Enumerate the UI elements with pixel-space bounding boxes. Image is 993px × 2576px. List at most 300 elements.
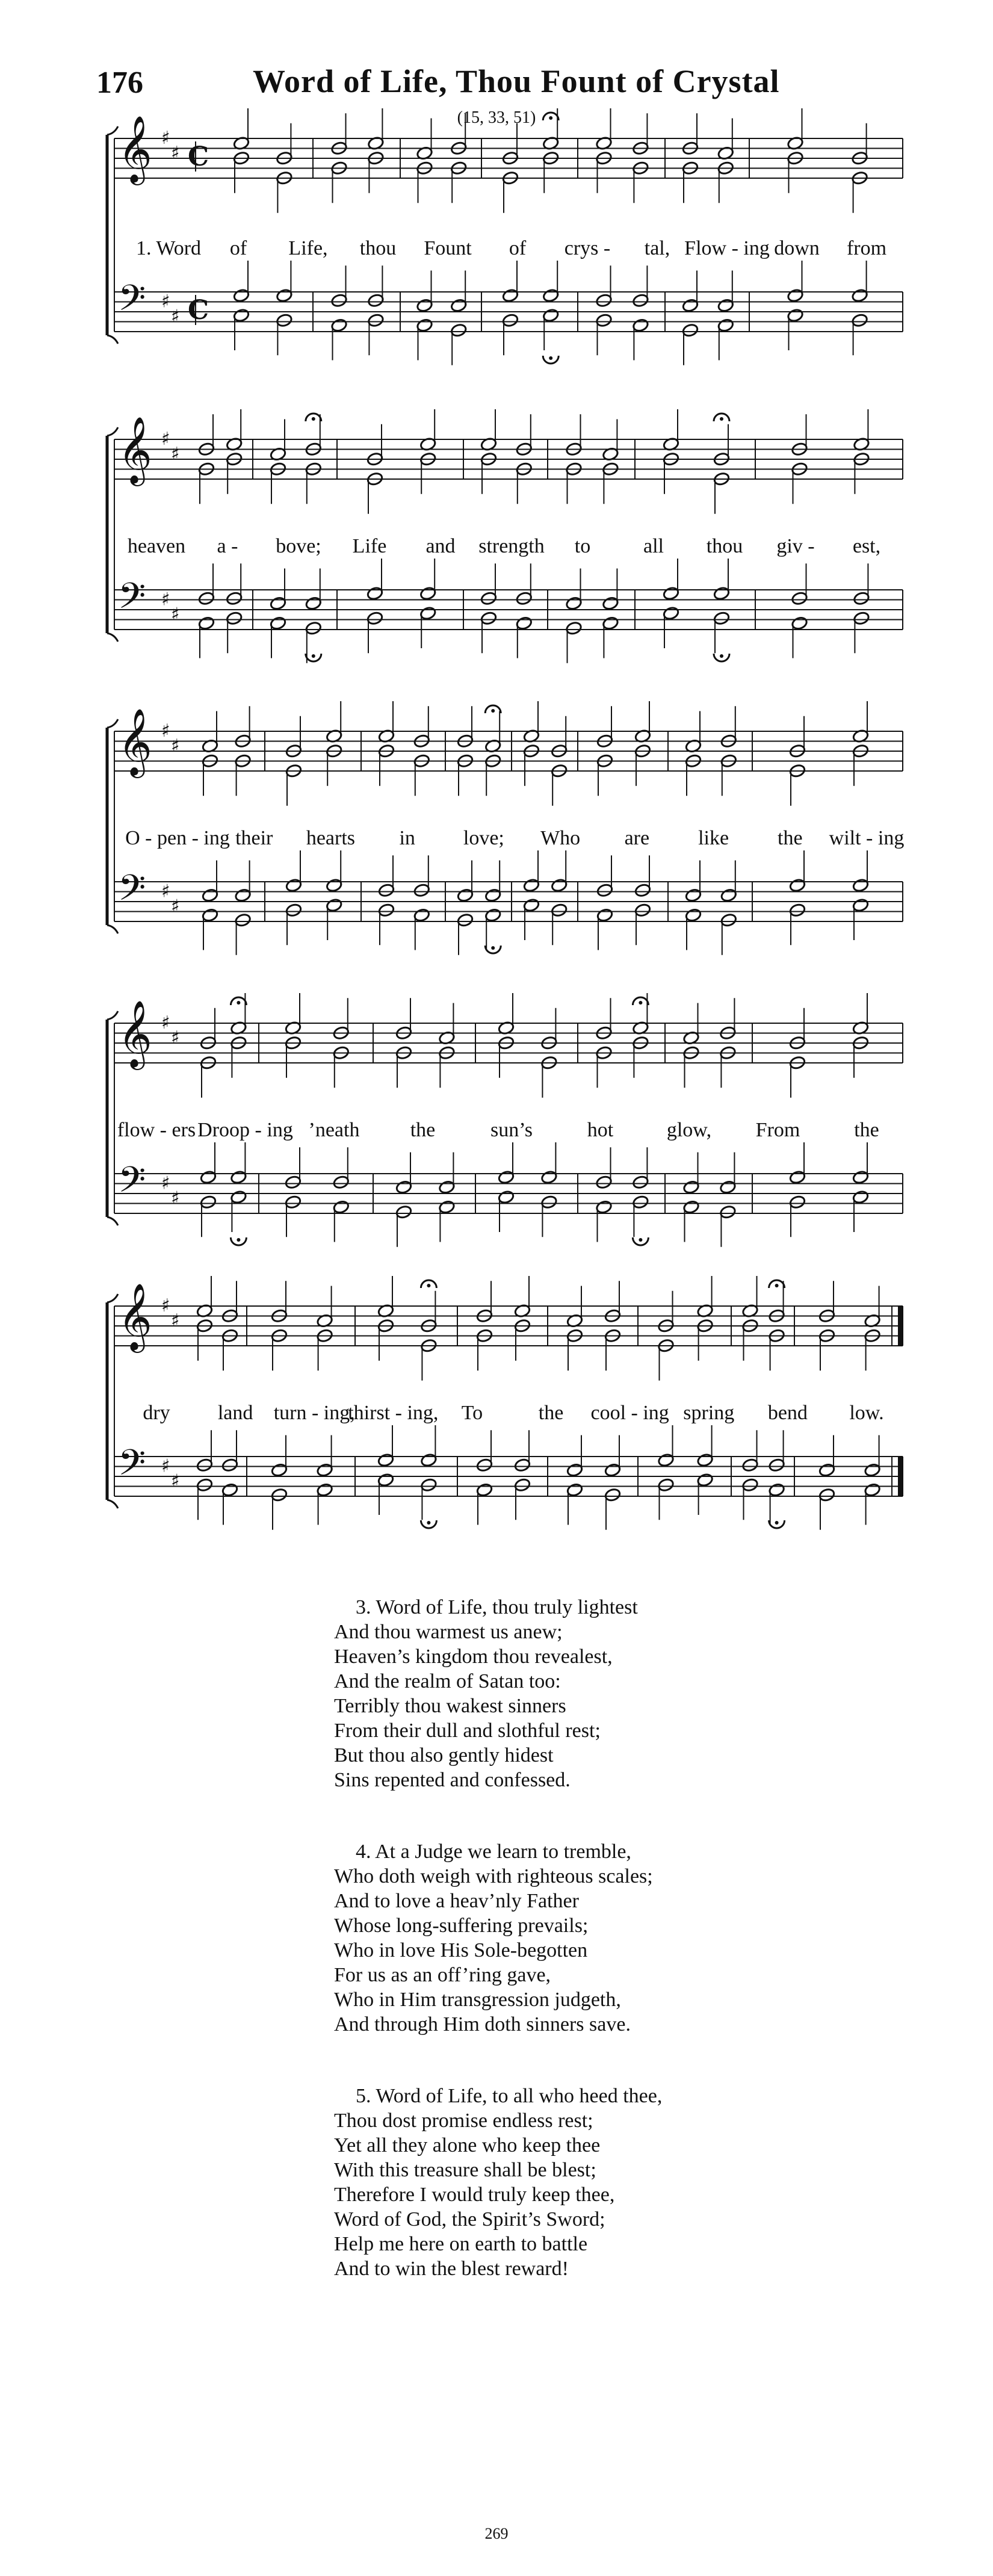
note-head	[514, 1458, 531, 1472]
note-head	[713, 586, 730, 601]
verse-line: Yet all they alone who keep thee	[334, 2134, 601, 2156]
fermata-dot	[775, 1284, 779, 1287]
cut-time-icon: C	[188, 141, 209, 172]
note-head	[682, 298, 699, 312]
hymn-number: 176	[96, 66, 143, 100]
note-head	[604, 1488, 621, 1502]
treble-clef-icon: 𝄞	[118, 708, 152, 775]
sharp-icon: ♯	[161, 429, 170, 450]
note-head	[450, 323, 467, 338]
note-head	[516, 616, 533, 630]
verse-line: With this treasure shall be blest;	[334, 2159, 596, 2181]
lyric-word: of	[509, 237, 527, 259]
fermata-dot	[427, 1284, 430, 1287]
lyric-word: Life,	[288, 237, 328, 259]
lyric-word: are	[624, 827, 650, 849]
lyric-word: thou	[706, 535, 743, 557]
sharp-icon: ♯	[171, 1027, 180, 1048]
lyric-word: down	[774, 237, 820, 259]
note-head	[416, 298, 433, 312]
bracket-cap	[107, 1217, 118, 1225]
treble-staff	[114, 993, 903, 1098]
sharp-icon: ♯	[171, 443, 180, 465]
lyric-word: love;	[463, 827, 504, 849]
note-head	[719, 1180, 736, 1194]
fermata-dot	[237, 1238, 240, 1242]
note-head	[696, 1473, 713, 1487]
fermata-dot	[720, 654, 723, 658]
verse-2	[334, 1595, 815, 1792]
note-head	[596, 908, 613, 922]
verse-line: Sins repented and confessed.	[334, 1769, 571, 1791]
treble-staff	[114, 1276, 903, 1381]
lyric-word: heaven	[127, 535, 186, 557]
note-head	[685, 888, 702, 902]
note-head	[696, 1453, 713, 1467]
note-head	[595, 313, 612, 327]
verse-line	[334, 2084, 815, 2108]
note-head	[419, 586, 436, 601]
note-head	[595, 1175, 612, 1189]
verse-number: 3.	[356, 1596, 371, 1618]
note-head	[720, 913, 737, 927]
note-head	[851, 288, 868, 303]
bracket-cap	[107, 427, 118, 436]
note-head	[200, 1195, 217, 1209]
note-head	[565, 621, 582, 636]
note-head	[498, 1170, 515, 1184]
lyric-word: wilt - ing	[829, 827, 905, 849]
lyric-word: hearts	[306, 827, 356, 849]
fermata-dot	[237, 1001, 240, 1005]
note-head	[516, 591, 533, 605]
note-head	[226, 591, 243, 605]
lyric-word: Who	[540, 827, 581, 849]
verse-line	[334, 1595, 815, 1620]
lyric-word: Life	[352, 535, 387, 557]
note-head	[316, 1482, 333, 1497]
note-head	[330, 293, 347, 308]
note-head	[270, 616, 286, 630]
note-head	[632, 293, 649, 308]
note-head	[719, 1205, 736, 1219]
fermata-dot	[720, 417, 723, 421]
note-head	[333, 1175, 350, 1189]
note-head	[285, 1195, 302, 1209]
lyric-word: to	[574, 535, 591, 557]
note-head	[234, 913, 251, 927]
lyric-word: To	[461, 1402, 483, 1424]
verse-line: And through Him doth sinners save.	[334, 2013, 631, 2036]
lyric-word: turn - ing,	[273, 1402, 355, 1424]
sharp-icon: ♯	[171, 604, 180, 625]
note-head	[853, 591, 870, 605]
fermata-dot	[312, 654, 315, 658]
lyric-word: O - pen - ing	[125, 827, 230, 849]
additional-verses	[334, 1595, 815, 2328]
lyric-word: a -	[217, 535, 238, 557]
note-head	[720, 888, 737, 902]
note-head	[221, 1458, 238, 1472]
lyric-word: hot	[587, 1119, 614, 1141]
note-head	[270, 596, 286, 610]
note-head	[852, 1190, 869, 1204]
note-head	[663, 606, 679, 621]
note-head	[305, 596, 322, 610]
note-head	[789, 878, 806, 893]
note-head	[602, 596, 619, 610]
note-head	[768, 1458, 785, 1472]
note-head	[818, 1488, 835, 1502]
treble-staff	[114, 108, 903, 213]
lyric-word: crys -	[564, 237, 611, 259]
fermata-dot	[549, 356, 552, 360]
note-head	[787, 288, 803, 303]
note-head	[230, 1190, 247, 1204]
verse-line: And the realm of Satan too:	[334, 1670, 561, 1692]
note-head	[741, 1478, 758, 1492]
note-head	[634, 883, 651, 897]
note-head	[230, 1170, 247, 1184]
note-head	[484, 888, 501, 902]
lyric-word: Fount	[424, 237, 472, 259]
treble-clef-icon: 𝄞	[118, 416, 152, 483]
note-head	[540, 1170, 557, 1184]
note-head	[789, 1195, 806, 1209]
note-head	[717, 298, 734, 312]
lyric-word: est,	[852, 535, 881, 557]
lyric-word: the	[410, 1119, 436, 1141]
treble-staff	[114, 409, 903, 514]
bracket-cap	[107, 126, 118, 135]
note-head	[551, 878, 568, 893]
lyric-word: the	[854, 1119, 879, 1141]
note-head	[233, 308, 250, 323]
note-head	[395, 1180, 412, 1194]
note-head	[632, 1195, 649, 1209]
note-head	[367, 586, 383, 601]
note-head	[226, 611, 243, 625]
note-head	[330, 318, 347, 332]
verse-line: And to win the blest reward!	[334, 2258, 569, 2280]
sharp-icon: ♯	[171, 142, 180, 164]
note-head	[596, 883, 613, 897]
note-head	[542, 308, 559, 323]
lyric-word: Flow - ing	[684, 237, 770, 259]
fermata-dot	[549, 116, 552, 120]
lyric-word: tal,	[644, 237, 670, 259]
note-head	[818, 1463, 835, 1477]
verse-line: Word of God, the Spirit’s Sword;	[334, 2208, 605, 2231]
note-head	[438, 1180, 455, 1194]
note-head	[202, 888, 218, 902]
final-barline	[898, 1306, 903, 1346]
note-head	[326, 878, 342, 893]
verse-line: Who doth weigh with righteous scales;	[334, 1865, 653, 1887]
lyric-word: cool - ing	[590, 1402, 669, 1424]
note-head	[221, 1482, 238, 1497]
note-head	[198, 591, 215, 605]
bass-clef-icon: 𝄢	[118, 867, 146, 917]
note-head	[523, 898, 540, 912]
bass-staff	[114, 850, 903, 955]
sharp-icon: ♯	[171, 306, 180, 327]
note-head	[416, 318, 433, 332]
note-head	[741, 1458, 758, 1472]
bass-staff	[114, 261, 903, 365]
final-barline	[898, 1457, 903, 1496]
verse-text: At a Judge we learn to tremble,	[375, 1841, 631, 1863]
sharp-icon: ♯	[171, 1470, 180, 1492]
note-head	[853, 611, 870, 625]
hymn-meter: (15, 33, 51)	[457, 108, 536, 127]
note-head	[480, 591, 497, 605]
lyric-word: in	[399, 827, 415, 849]
lyric-word: land	[217, 1402, 253, 1424]
lyric-word: bove;	[276, 535, 321, 557]
verse-line: Heaven’s kingdom thou revealest,	[334, 1646, 613, 1668]
verse-text: Word of Life, thou truly lightest	[376, 1596, 638, 1618]
note-head	[498, 1190, 515, 1204]
fermata-dot	[491, 709, 495, 713]
note-head	[682, 323, 699, 338]
lyric-word: giv -	[776, 535, 815, 557]
note-head	[502, 288, 519, 303]
note-head	[566, 1482, 583, 1497]
note-head	[413, 908, 430, 922]
note-head	[438, 1200, 455, 1214]
verse-line: But thou also gently hidest	[334, 1744, 554, 1766]
note-head	[367, 293, 384, 308]
lyric-word: Droop - ing	[197, 1119, 293, 1141]
note-head	[476, 1482, 493, 1497]
verse-line: Thou dost promise endless rest;	[334, 2110, 593, 2132]
note-head	[367, 611, 383, 625]
note-head	[852, 898, 869, 912]
note-head	[476, 1458, 493, 1472]
note-head	[632, 1175, 649, 1189]
note-head	[413, 883, 430, 897]
note-head	[540, 1195, 557, 1209]
bass-staff	[114, 559, 903, 663]
lyric-word: thirst - ing,	[348, 1402, 439, 1424]
fermata-dot	[491, 946, 495, 950]
note-head	[271, 1463, 288, 1477]
note-head	[791, 616, 808, 630]
note-head	[713, 611, 730, 625]
lyric-word: of	[229, 237, 247, 259]
sharp-icon: ♯	[161, 1455, 170, 1477]
note-head	[682, 1200, 699, 1214]
note-head	[566, 1463, 583, 1477]
note-head	[787, 308, 803, 323]
bass-clef-icon: 𝄢	[118, 277, 146, 327]
lyric-word: thou	[359, 237, 397, 259]
treble-staff	[114, 701, 903, 806]
note-head	[852, 1170, 869, 1184]
cut-time-icon: C	[188, 295, 209, 326]
note-head	[682, 1180, 699, 1194]
note-head	[285, 903, 302, 917]
note-head	[378, 903, 395, 917]
bracket-cap	[107, 1294, 118, 1302]
note-head	[377, 1473, 394, 1487]
lyric-word: their	[235, 827, 273, 849]
note-head	[276, 313, 292, 327]
note-head	[457, 913, 474, 927]
verse-text: Word of Life, to all who heed thee,	[376, 2085, 663, 2107]
lyric-word: From	[755, 1119, 800, 1141]
page-number: 269	[484, 2525, 509, 2542]
hymn-title: Word of Life, Thou Fount of Crystal	[253, 63, 780, 99]
note-head	[316, 1463, 333, 1477]
note-head	[196, 1458, 213, 1472]
bass-clef-icon: 𝄢	[118, 575, 146, 625]
note-head	[717, 318, 734, 332]
verse-number: 4.	[356, 1841, 371, 1863]
note-head	[305, 621, 322, 636]
lyric-word: like	[698, 827, 729, 849]
note-head	[864, 1463, 880, 1477]
note-head	[685, 908, 702, 922]
note-head	[198, 616, 215, 630]
fermata-dot	[639, 1001, 642, 1005]
lyric-word: dry	[143, 1402, 170, 1424]
sharp-icon: ♯	[161, 1012, 170, 1033]
note-head	[852, 878, 869, 893]
bracket-cap	[107, 719, 118, 728]
verse-3	[334, 1839, 815, 2037]
lyric-word: the	[778, 827, 803, 849]
fermata-dot	[427, 1521, 430, 1525]
note-head	[200, 1170, 217, 1184]
sharp-icon: ♯	[161, 128, 170, 149]
sharp-icon: ♯	[161, 589, 170, 610]
lyric-word: sun’s	[490, 1119, 533, 1141]
verse-line: Therefore I would truly keep thee,	[334, 2184, 615, 2206]
bracket-cap	[107, 1500, 118, 1508]
note-head	[457, 888, 474, 902]
note-head	[634, 903, 651, 917]
verse-line: Terribly thou wakest sinners	[334, 1695, 566, 1717]
verse-line: Whose long-suffering prevails;	[334, 1915, 589, 1937]
treble-clef-icon: 𝄞	[118, 1283, 152, 1350]
note-head	[196, 1478, 213, 1492]
sharp-icon: ♯	[161, 1295, 170, 1316]
bracket-cap	[107, 335, 118, 344]
lyric-word: bend	[767, 1402, 808, 1424]
note-head	[542, 288, 559, 303]
fermata-dot	[775, 1521, 779, 1525]
note-head	[484, 908, 501, 922]
note-head	[551, 903, 568, 917]
sharp-icon: ♯	[171, 1187, 180, 1209]
note-head	[789, 903, 806, 917]
verse-line: From their dull and slothful rest;	[334, 1720, 601, 1742]
note-head	[450, 298, 467, 312]
verse-number: 5.	[356, 2085, 371, 2107]
fermata-dot	[639, 1238, 642, 1242]
note-head	[480, 611, 497, 625]
note-head	[326, 898, 342, 912]
note-head	[595, 1200, 612, 1214]
sharp-icon: ♯	[161, 881, 170, 902]
bass-staff	[114, 1425, 903, 1530]
note-head	[663, 586, 679, 601]
lyric-word: ’neath	[308, 1119, 360, 1141]
note-head	[657, 1478, 674, 1492]
note-head	[632, 318, 649, 332]
note-head	[604, 1463, 621, 1477]
sharp-icon: ♯	[161, 1172, 170, 1194]
note-head	[602, 616, 619, 630]
note-head	[514, 1478, 531, 1492]
note-head	[367, 313, 384, 327]
lyric-word: all	[643, 535, 664, 557]
sharp-icon: ♯	[161, 291, 170, 312]
note-head	[420, 1478, 437, 1492]
note-head	[657, 1453, 674, 1467]
note-head	[285, 1175, 302, 1189]
note-head	[502, 313, 519, 327]
note-head	[565, 596, 582, 610]
note-head	[233, 288, 250, 303]
lyric-word: strength	[478, 535, 545, 557]
treble-clef-icon: 𝄞	[118, 115, 152, 182]
bass-staff	[114, 1142, 903, 1247]
sharp-icon: ♯	[171, 735, 180, 757]
note-head	[271, 1488, 288, 1502]
note-head	[789, 1170, 806, 1184]
note-head	[419, 606, 436, 621]
note-head	[768, 1482, 785, 1497]
lyric-word: and	[425, 535, 456, 557]
note-head	[378, 883, 395, 897]
note-head	[420, 1453, 437, 1467]
note-head	[333, 1200, 350, 1214]
lyric-word: spring	[683, 1402, 735, 1424]
note-head	[377, 1453, 394, 1467]
verse-line: For us as an off’ring gave,	[334, 1964, 551, 1986]
lyric-word: 1. Word	[135, 237, 202, 259]
note-head	[234, 888, 251, 902]
bass-clef-icon: 𝄢	[118, 1159, 146, 1209]
verse-line: Who in Him transgression judgeth,	[334, 1989, 621, 2011]
sharp-icon: ♯	[171, 896, 180, 917]
verse-line: And thou warmest us anew;	[334, 1621, 563, 1643]
bracket-cap	[107, 925, 118, 933]
lyric-word: flow - ers	[117, 1119, 196, 1141]
treble-clef-icon: 𝄞	[118, 1000, 152, 1067]
sharp-icon: ♯	[171, 1310, 180, 1331]
verse-line: Who in love His Sole-begotten	[334, 1939, 588, 1961]
note-head	[276, 288, 292, 303]
verse-4	[334, 2084, 815, 2281]
note-head	[202, 908, 218, 922]
verse-line: Help me here on earth to battle	[334, 2233, 588, 2255]
lyric-word: from	[846, 237, 887, 259]
note-head	[864, 1482, 880, 1497]
sharp-icon: ♯	[161, 720, 170, 742]
bracket-cap	[107, 633, 118, 642]
verse-line: And to love a heav’nly Father	[334, 1890, 579, 1912]
note-head	[791, 591, 808, 605]
note-head	[595, 293, 612, 308]
note-head	[523, 878, 540, 893]
bass-clef-icon: 𝄢	[118, 1441, 146, 1492]
lyric-word: glow,	[666, 1119, 712, 1141]
lyric-word: the	[538, 1402, 564, 1424]
